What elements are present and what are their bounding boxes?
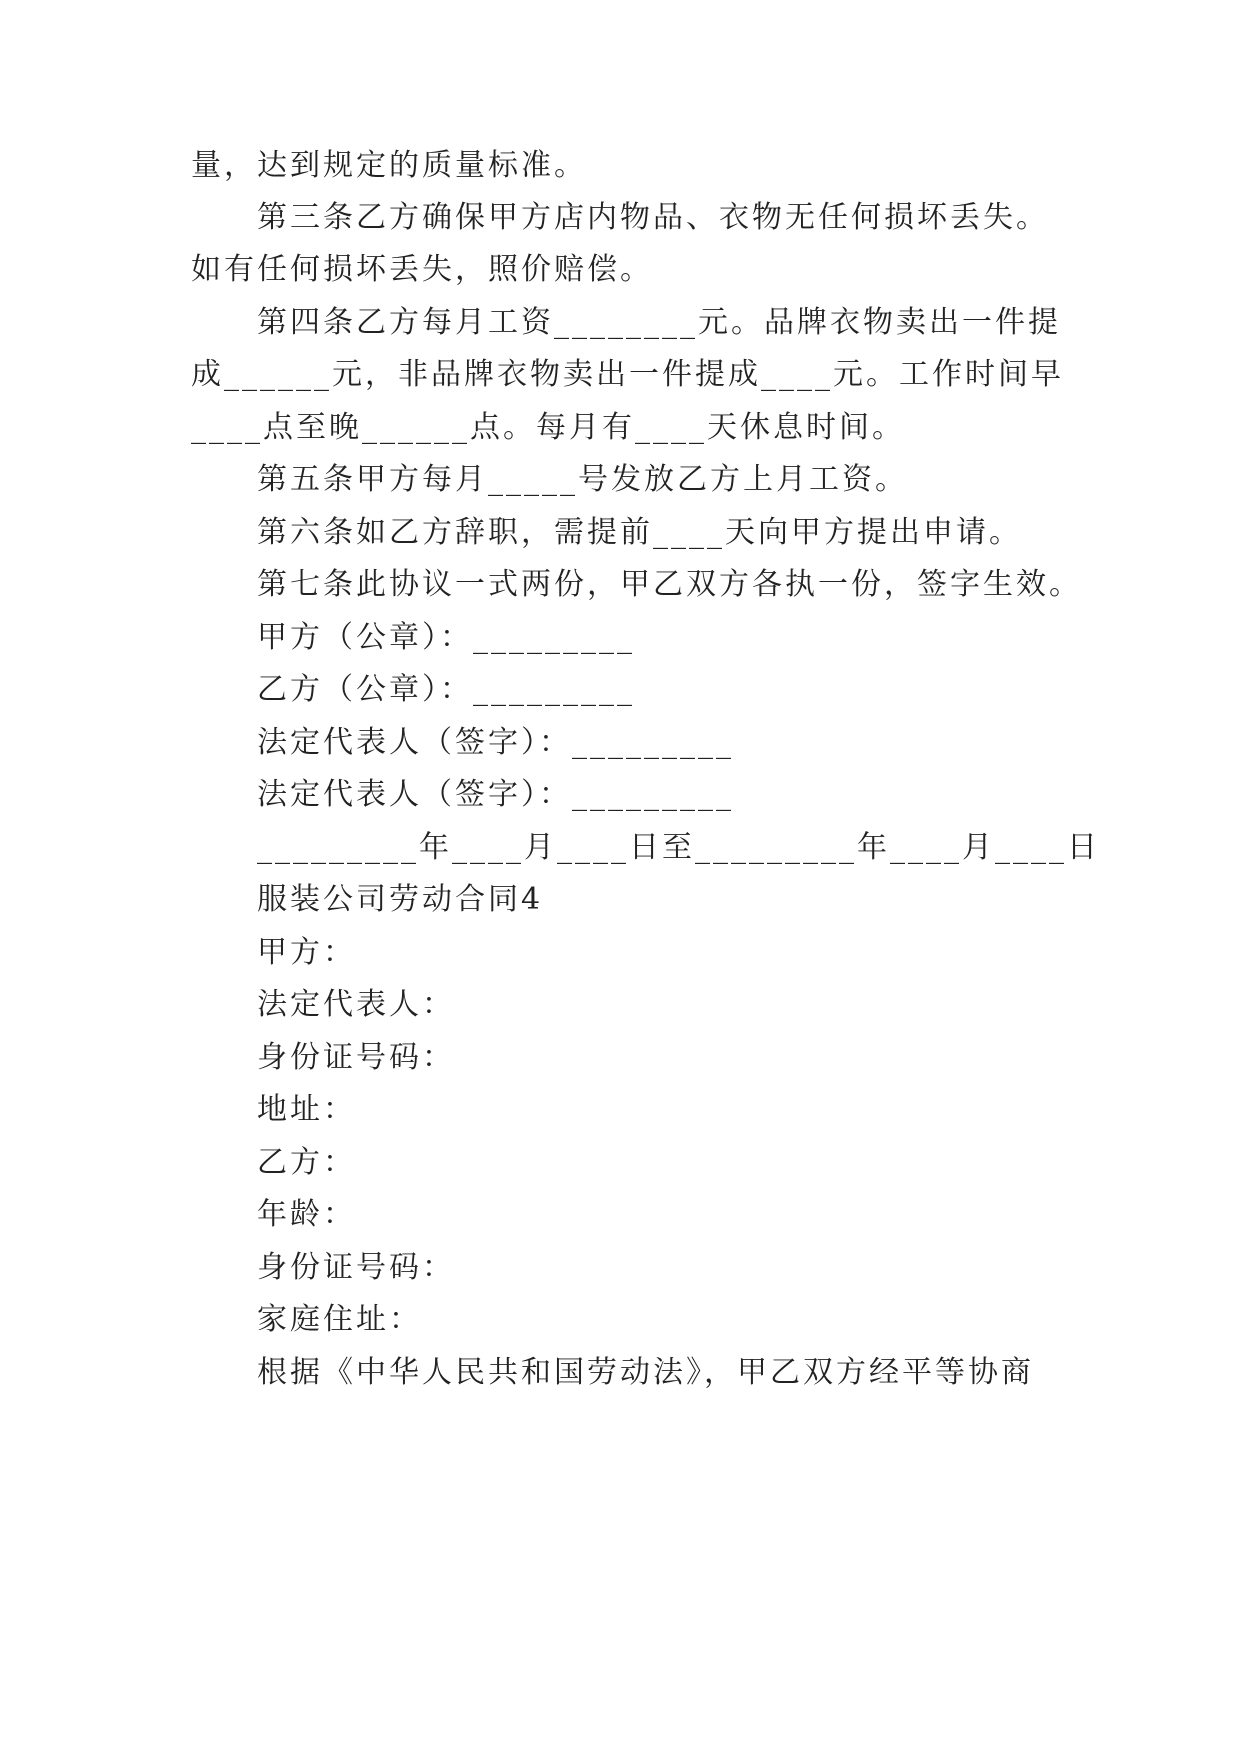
date-range-line: _________年____月____日至_________年____月____日	[257, 830, 1100, 865]
clause-6: 第六条如乙方辞职，需提前____天向甲方提出申请。	[257, 515, 1022, 550]
clause-7: 第七条此协议一式两份，甲乙双方各执一份，签字生效。	[257, 567, 1082, 602]
field-home-address: 家庭住址：	[257, 1302, 422, 1337]
clause-4: 第四条乙方每月工资________元。品牌衣物卖出一件提	[257, 305, 1061, 340]
contract-heading: 服装公司劳动合同4	[257, 882, 544, 917]
field-age: 年龄：	[257, 1197, 356, 1232]
signature-line-party-b: 乙方（公章）：_________	[257, 672, 635, 707]
signature-line-legal-rep: 法定代表人（签字）：_________	[257, 725, 734, 760]
field-party-b: 乙方：	[257, 1145, 356, 1180]
text-line: 根据《中华人民共和国劳动法》，甲乙双方经平等协商	[257, 1355, 1034, 1390]
field-legal-representative: 法定代表人：	[257, 987, 455, 1022]
text-line: ____点至晚______点。每月有____天休息时间。	[191, 410, 905, 445]
text-line: 成______元，非品牌衣物卖出一件提成____元。工作时间早	[191, 357, 1064, 392]
text-line: 如有任何损坏丢失，照价赔偿。	[191, 252, 653, 287]
field-id-number: 身份证号码：	[257, 1040, 455, 1075]
signature-line-party-a: 甲方（公章）：_________	[257, 620, 635, 655]
field-party-a: 甲方：	[257, 935, 356, 970]
signature-line-legal-rep: 法定代表人（签字）：_________	[257, 777, 734, 812]
clause-5: 第五条甲方每月_____号发放乙方上月工资。	[257, 462, 908, 497]
clause-3: 第三条乙方确保甲方店内物品、衣物无任何损坏丢失。	[257, 200, 1049, 235]
text-line: 量，达到规定的质量标准。	[191, 148, 587, 183]
field-address: 地址：	[257, 1092, 356, 1127]
field-id-number: 身份证号码：	[257, 1250, 455, 1285]
